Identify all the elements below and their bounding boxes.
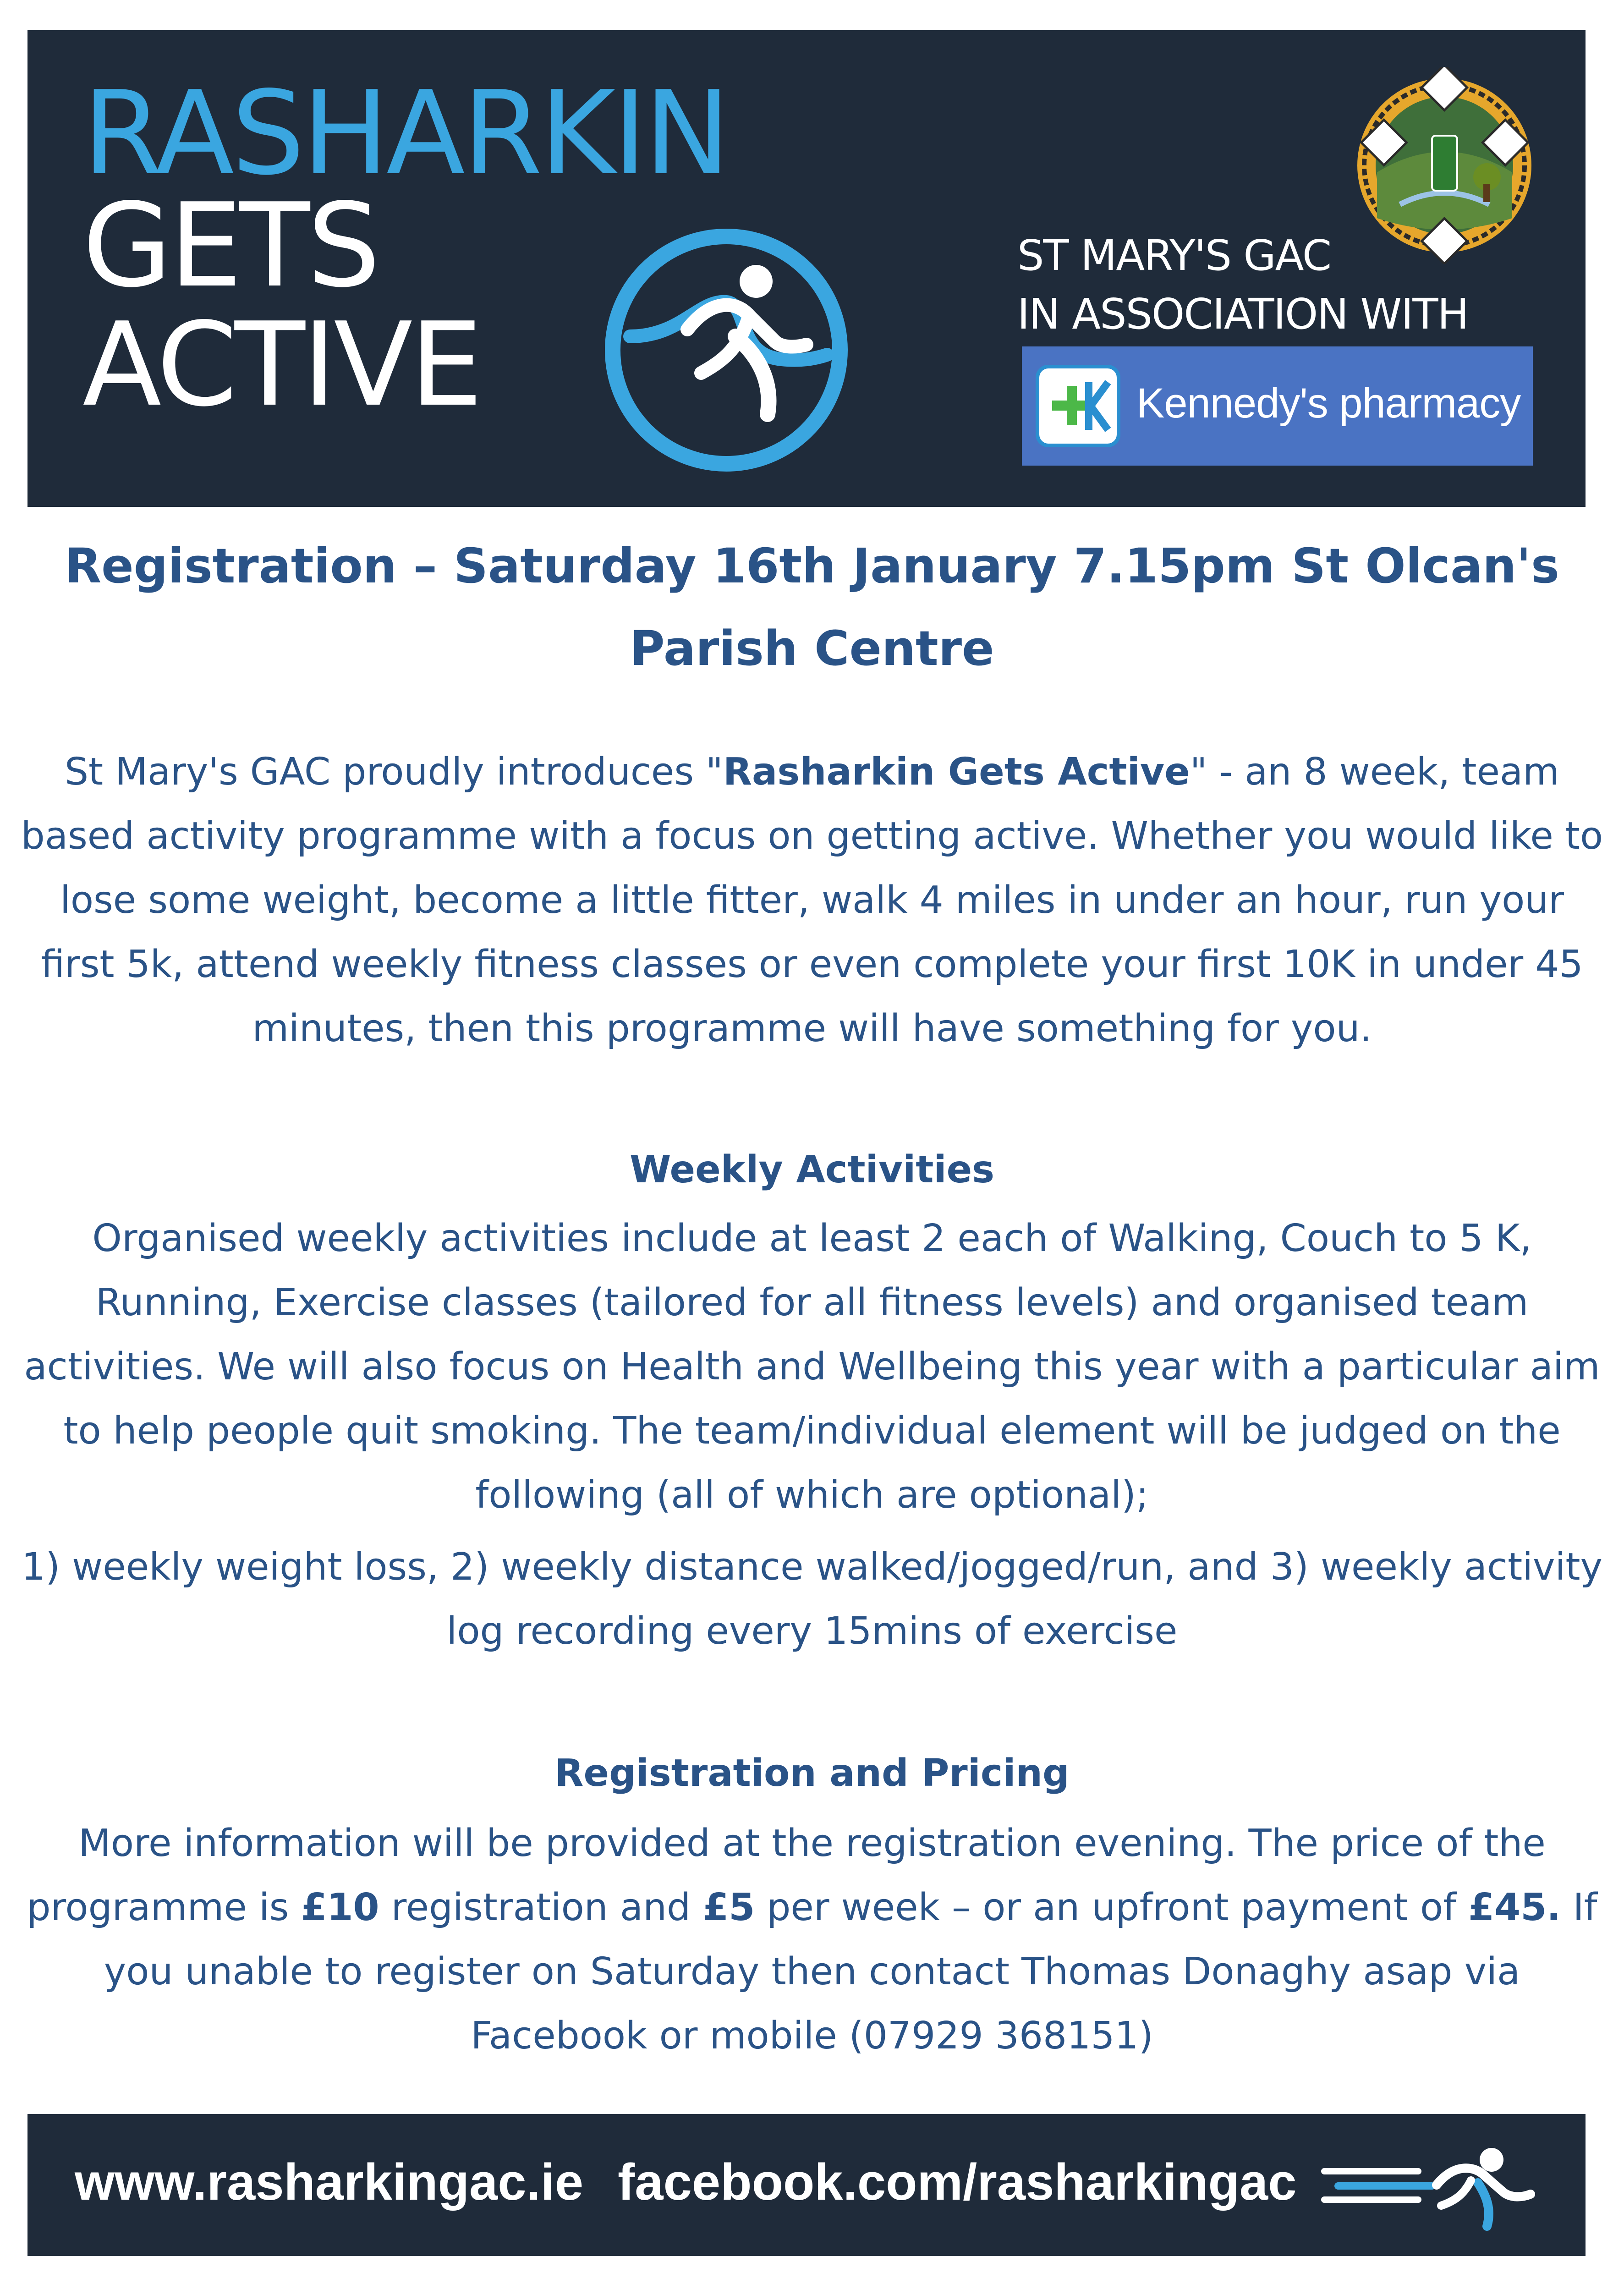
pricing-text-1: More information will be provided at the registration evening. The price of the programme is — [27, 1822, 1546, 1929]
price-weekly: £5 — [702, 1886, 755, 1929]
intro-paragraph — [18, 740, 1606, 1061]
runner-icon — [598, 222, 855, 478]
intro-rest: " - an 8 week, team based activity programme with a focus on getting active. Whether you would like to lose some weight, become a little fitter, walk 4 miles in under an hour, run your first 5k, attend weekly fitness classes or even complete your first 10K in under 45 minutes, then this programme will have something for you. — [21, 750, 1603, 1050]
club-name: ST MARY'S GAC — [1017, 231, 1331, 280]
title-active: ACTIVE — [82, 298, 480, 432]
intro-lead: St Mary's GAC proudly introduces " — [64, 750, 723, 794]
pricing-text-3: per week – or an upfront payment of — [755, 1886, 1469, 1929]
program-name: Rasharkin Gets Active — [723, 750, 1190, 794]
title-gets: GETS — [82, 179, 378, 313]
price-registration: £10 — [301, 1886, 379, 1929]
pricing-text-4: If you unable to register on Saturday then contact Thomas Donaghy asap via Facebook or mobile (07929 368151) — [104, 1886, 1597, 2058]
pharmacy-banner — [1022, 346, 1533, 466]
website-link[interactable]: www.rasharkingac.ie — [75, 2153, 584, 2211]
runner-speed-icon — [1320, 2139, 1558, 2231]
price-upfront: £45. — [1468, 1886, 1561, 1929]
header-banner — [27, 30, 1586, 507]
footer-banner — [27, 2114, 1586, 2256]
weekly-activities-title: Weekly Activities — [629, 1148, 995, 1191]
pricing-paragraph — [18, 1812, 1606, 2068]
title-rasharkin: RASHARKIN — [82, 66, 728, 201]
judging-criteria: 1) weekly weight loss, 2) weekly distance walked/jogged/run, and 3) weekly activity log recording every 15mins of exercise — [21, 1545, 1603, 1653]
pricing-text-2: registration and — [379, 1886, 703, 1929]
facebook-link[interactable]: facebook.com/rasharkingac — [618, 2153, 1297, 2211]
registration-pricing-title: Registration and Pricing — [554, 1751, 1070, 1795]
club-crest-icon — [1350, 67, 1540, 264]
registration-heading: Registration – Saturday 16th January 7.15pm St Olcan's Parish Centre — [65, 538, 1559, 676]
weekly-activities-text: Organised weekly activities include at least 2 each of Walking, Couch to 5 K, Running, Exercise classes (tailored for all fitness levels) and organised team activities. We will also focus on Health and Wellbeing this year with a particular aim to help people quit smoking. The team/individual element will be judged on the following (all of which are optional); — [24, 1217, 1600, 1517]
association-label: IN ASSOCIATION WITH — [1017, 290, 1468, 339]
pharmacy-logo-icon — [1036, 365, 1120, 447]
pharmacy-name: Kennedy's pharmacy — [1136, 380, 1521, 427]
